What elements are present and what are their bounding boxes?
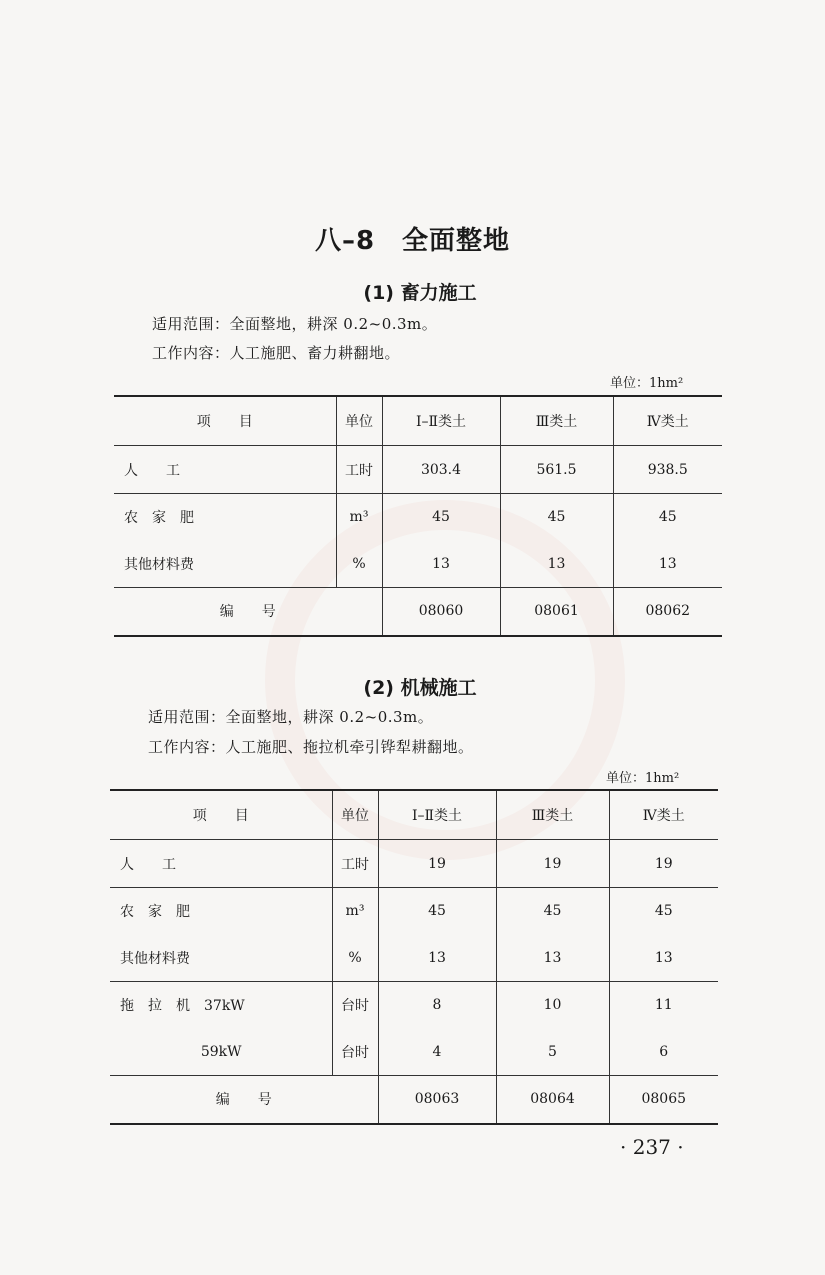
row-value: 45 xyxy=(382,494,500,541)
code-value: 08060 xyxy=(382,588,500,636)
row-label: 59kW xyxy=(110,1029,332,1076)
header-soil-4: Ⅳ类土 xyxy=(609,790,718,840)
row-label: 拖 拉 机 37kW xyxy=(120,998,245,1015)
page-title: 八–8 全面整地 xyxy=(314,226,511,256)
header-soil-3: Ⅲ类土 xyxy=(496,790,609,840)
code-value: 08063 xyxy=(378,1076,496,1124)
row-label: 人 工 xyxy=(110,840,332,888)
header-soil-4: Ⅳ类土 xyxy=(613,396,722,446)
row-value: 45 xyxy=(378,888,496,935)
header-soil-1-2: Ⅰ–Ⅱ类土 xyxy=(382,396,500,446)
row-value: 11 xyxy=(609,982,718,1029)
table-row xyxy=(114,494,722,541)
row-value: 13 xyxy=(496,935,609,982)
row-value: 19 xyxy=(496,840,609,888)
header-unit: 单位 xyxy=(332,790,378,840)
norm-table-1 xyxy=(114,395,722,637)
row-unit: % xyxy=(336,541,382,588)
code-value: 08062 xyxy=(613,588,722,636)
row-value: 10 xyxy=(496,982,609,1029)
table-header-row xyxy=(114,396,722,446)
table-header-row xyxy=(110,790,718,840)
row-value: 45 xyxy=(496,888,609,935)
table-row xyxy=(110,1029,718,1076)
table-row xyxy=(114,541,722,588)
row-value: 6 xyxy=(609,1029,718,1076)
code-value: 08061 xyxy=(500,588,613,636)
row-value: 45 xyxy=(500,494,613,541)
row-value: 13 xyxy=(613,541,722,588)
section-2-heading: (2) 机械施工 xyxy=(363,677,477,699)
row-label: 人 工 xyxy=(114,446,336,494)
row-value: 5 xyxy=(496,1029,609,1076)
row-unit: % xyxy=(332,935,378,982)
row-unit: 工时 xyxy=(336,446,382,494)
code-row xyxy=(110,1076,718,1124)
row-value: 561.5 xyxy=(500,446,613,494)
row-value: 13 xyxy=(609,935,718,982)
row-unit: 台时 xyxy=(332,982,378,1029)
header-soil-3: Ⅲ类土 xyxy=(500,396,613,446)
row-value: 45 xyxy=(609,888,718,935)
table-row xyxy=(110,888,718,935)
header-soil-1-2: Ⅰ–Ⅱ类土 xyxy=(378,790,496,840)
section-1-scope: 适用范围：全面整地，耕深 0.2~0.3m。 xyxy=(152,315,438,333)
row-value: 8 xyxy=(378,982,496,1029)
table-row xyxy=(110,840,718,888)
code-value: 08065 xyxy=(609,1076,718,1124)
row-unit: 工时 xyxy=(332,840,378,888)
row-unit: m³ xyxy=(336,494,382,541)
code-value: 08064 xyxy=(496,1076,609,1124)
section-2-work: 工作内容：人工施肥、拖拉机牵引铧犁耕翻地。 xyxy=(148,738,474,756)
header-item: 项 目 xyxy=(114,396,336,446)
header-unit: 单位 xyxy=(336,396,382,446)
row-label: 其他材料费 xyxy=(110,935,332,982)
section-1-work: 工作内容：人工施肥、畜力耕翻地。 xyxy=(152,344,401,362)
row-unit: 台时 xyxy=(332,1029,378,1076)
row-label: 农 家 肥 xyxy=(120,904,190,921)
row-value: 4 xyxy=(378,1029,496,1076)
row-unit: m³ xyxy=(332,888,378,935)
row-value: 19 xyxy=(378,840,496,888)
row-value: 45 xyxy=(613,494,722,541)
header-item: 项 目 xyxy=(110,790,332,840)
table-row xyxy=(110,982,718,1029)
row-value: 938.5 xyxy=(613,446,722,494)
section-1-unit: 单位：1hm² xyxy=(610,376,684,391)
section-1-heading: (1) 畜力施工 xyxy=(363,282,477,304)
norm-table-2 xyxy=(110,789,718,1125)
row-value: 13 xyxy=(382,541,500,588)
page-number: · 237 · xyxy=(620,1135,684,1159)
row-value: 13 xyxy=(378,935,496,982)
row-label: 农 家 肥 xyxy=(124,510,194,527)
section-2-unit: 单位：1hm² xyxy=(606,771,680,786)
row-value: 19 xyxy=(609,840,718,888)
row-label: 其他材料费 xyxy=(114,541,336,588)
section-2-scope: 适用范围：全面整地，耕深 0.2~0.3m。 xyxy=(148,708,434,726)
code-label: 编 号 xyxy=(114,588,382,636)
table-row xyxy=(114,446,722,494)
row-value: 303.4 xyxy=(382,446,500,494)
code-row xyxy=(114,588,722,636)
row-value: 13 xyxy=(500,541,613,588)
code-label: 编 号 xyxy=(110,1076,378,1124)
table-row xyxy=(110,935,718,982)
